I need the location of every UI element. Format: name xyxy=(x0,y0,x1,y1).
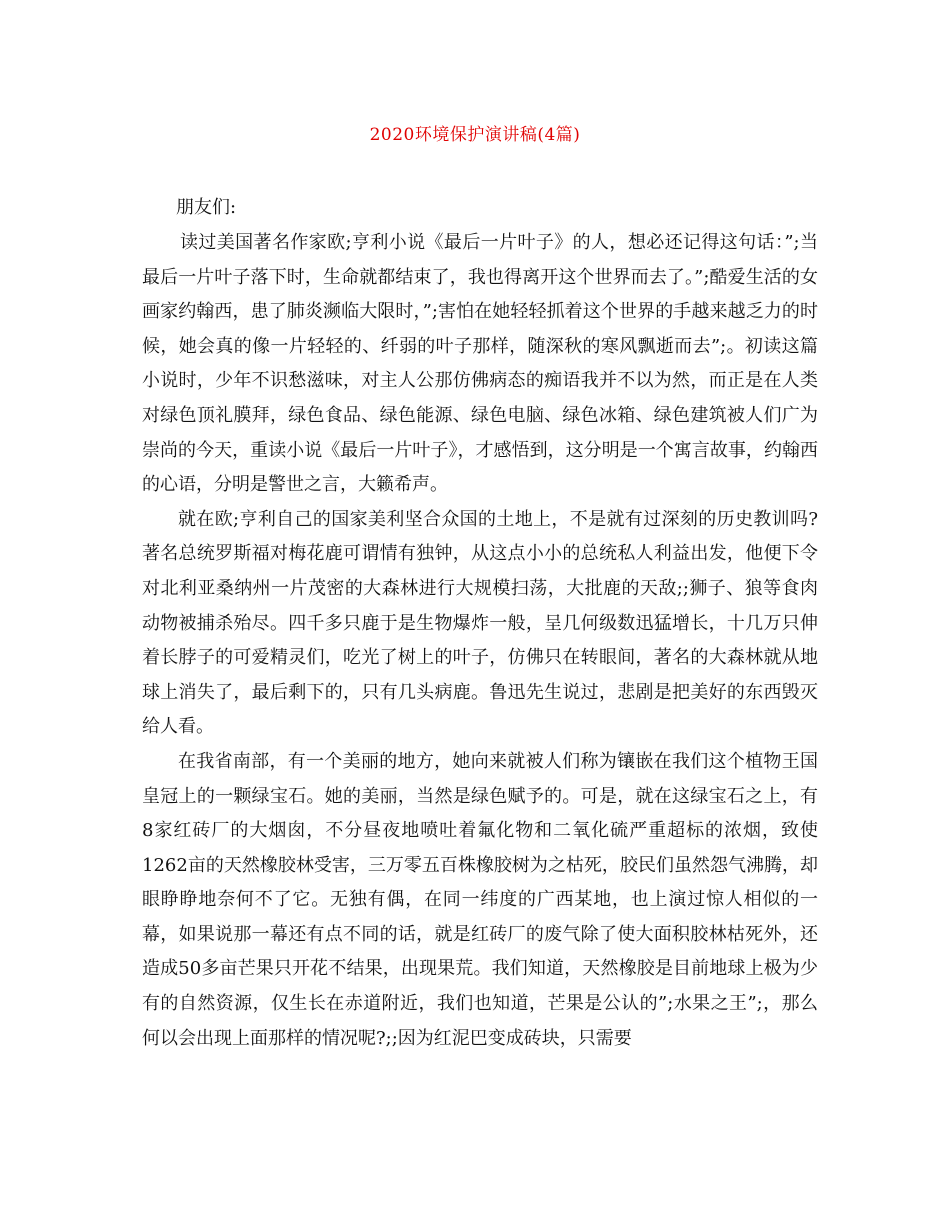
paragraph: 就在欧;亨利自己的国家美利坚合众国的土地上，不是就有过深刻的历史教训吗?著名总统罗斯福对梅花鹿可谓情有独钟，从这点小小的总统私人利益出发，他便下令对北利亚桑纳州一片茂密的大森林进行大规模扫荡，大批鹿的天敌;;狮子、狼等食肉动物被捕杀殆尽。四千多只鹿于是生物爆炸一般，呈几何级数迅猛增长，十几万只伸着长脖子的可爱精灵们，吃光了树上的叶子，仿佛只在转眼间，著名的大森林就从地球上消失了，最后剩下的，只有几头病鹿。鲁迅先生说过，悲剧是把美好的东西毁灭给人看。 xyxy=(142,508,818,738)
document-title: 2020环境保护演讲稿(4篇) xyxy=(369,125,581,145)
paragraph: 在我省南部，有一个美丽的地方，她向来就被人们称为镶嵌在我们这个植物王国皇冠上的一颗绿宝石。她的美丽，当然是绿色赋予的。可是，就在这绿宝石之上，有8家红砖厂的大烟囱，不分昼夜地喷吐着氟化物和二氧化硫严重超标的浓烟，致使1262亩的天然橡胶林受害，三万零五百株橡胶树为之枯死，胶民们虽然怨气沸腾，却眼睁睁地奈何不了它。无独有偶，在同一纬度的广西某地，也上演过惊人相似的一幕，如果说那一幕还有点不同的话，就是红砖厂的废气除了使大面积胶林枯死外，还造成50多亩芒果只开花不结果，出现果荒。我们知道，天然橡胶是目前地球上极为少有的自然资源，仅生长在赤道附近，我们也知道，芒果是公认的”;水果之王”;，那么何以会出现上面那样的情况呢?;;因为红泥巴变成砖块，只需要 xyxy=(142,750,818,1049)
document-body xyxy=(142,226,818,1056)
paragraph: 读过美国著名作家欧;亨利小说《最后一片叶子》的人，想必还记得这句话：”;当最后一片叶子落下时，生命就都结束了，我也得离开这个世界而去了。”;酷爱生活的女画家约翰西，患了肺炎濒临大限时，”;害怕在她轻轻抓着这个世界的手越来越乏力的时候，她会真的像一片轻轻的、纤弱的叶子那样，随深秋的寒风飘逝而去”;。初读这篇小说时，少年不识愁滋味，对主人公那仿佛病态的痴语我并不以为然，而正是在人类对绿色顶礼膜拜，绿色食品、绿色能源、绿色电脑、绿色冰箱、绿色建筑被人们广为崇尚的今天，重读小说《最后一片叶子》，才感悟到，这分明是一个寓言故事，约翰西的心语，分明是警世之言，大籁希声。 xyxy=(142,232,818,496)
greeting: 朋友们: xyxy=(176,197,237,218)
